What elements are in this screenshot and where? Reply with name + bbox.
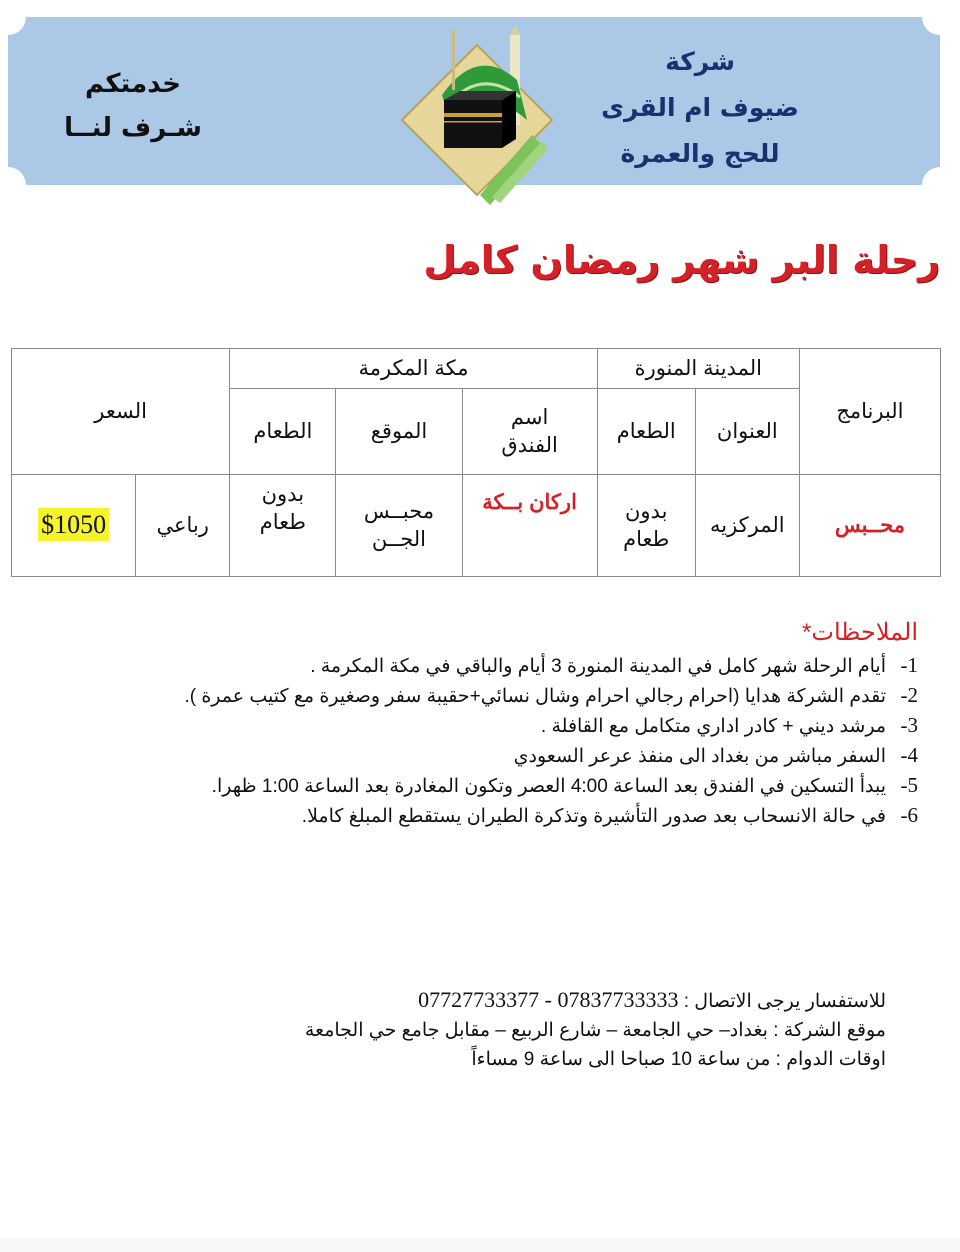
kaaba-logo-icon — [392, 25, 562, 205]
page-title: رحلة البر شهر رمضان كامل — [423, 238, 940, 282]
cell-price — [12, 475, 136, 577]
header-banner — [8, 17, 940, 185]
header-program: البرنامج — [799, 349, 940, 475]
note-item: 4-السفر مباشر من بغداد الى منفذ عرعر السعودي — [513, 743, 918, 767]
cell-makkah-hotel: اركان بــكة — [462, 475, 597, 577]
program-table — [11, 348, 941, 577]
cell-makkah-location: محبــس الجــن — [336, 475, 462, 577]
inquiry-line — [186, 985, 886, 1016]
notes-list — [118, 651, 918, 831]
banner-notch — [0, 167, 26, 203]
header-makkah-location: الموقع — [336, 389, 462, 475]
header-madinah-address: العنوان — [695, 389, 799, 475]
price-highlight: $1050 — [38, 508, 109, 541]
slogan-line: شـرف لنــا — [64, 113, 202, 143]
note-item: 5-يبدأ التسكين في الفندق بعد الساعة 4:00 العصر وتكون المغادرة بعد الساعة 1:00 ظهرا. — [211, 773, 918, 797]
cell-program: محــبس — [799, 475, 940, 577]
notes-title: الملاحظات* — [802, 619, 918, 646]
banner-notch — [922, 0, 958, 35]
company-line: شركة — [665, 47, 735, 76]
note-item: 3-مرشد ديني + كادر اداري متكامل مع القافلة . — [540, 713, 918, 737]
notes-section — [118, 618, 918, 831]
company-name — [580, 39, 820, 177]
note-item: 2-تقدم الشركة هدايا (احرام رجالي احرام وشال نسائي+حقيبة سفر وصغيرة مع كتيب عمرة ). — [184, 683, 918, 707]
header-madinah: المدينة المنورة — [597, 349, 799, 389]
cell-madinah-food: بدون طعام — [597, 475, 695, 577]
note-item: 6-في حالة الانسحاب بعد صدور التأشيرة وتذكرة الطيران يستقطع المبلغ كاملا. — [301, 803, 918, 827]
company-line: ضيوف ام القرى — [601, 93, 799, 122]
header-makkah-food: الطعام — [230, 389, 336, 475]
phone-numbers: 07837733333 - 07727733377 — [418, 987, 679, 1012]
cell-madinah-address: المركزيه — [695, 475, 799, 577]
company-location: موقع الشركة : بغداد– حي الجامعة – شارع الربيع – مقابل جامع حي الجامعة — [304, 1020, 886, 1041]
inquiry-label: للاستفسار يرجى الاتصال : — [683, 991, 886, 1012]
header-price: السعر — [12, 349, 230, 475]
slogan — [48, 62, 218, 150]
table-row — [12, 475, 941, 577]
contact-info — [186, 985, 886, 1074]
company-line: للحج والعمرة — [620, 139, 780, 168]
header-makkah: مكة المكرمة — [230, 349, 597, 389]
banner-notch — [922, 167, 958, 203]
slogan-line: خدمتكم — [85, 69, 181, 99]
banner-notch — [0, 0, 26, 35]
header-makkah-hotel: اسم الفندق — [462, 389, 597, 475]
header-madinah-food: الطعام — [597, 389, 695, 475]
note-item: 1-أيام الرحلة شهر كامل في المدينة المنورة 3 أيام والباقي في مكة المكرمة . — [310, 653, 918, 677]
cell-makkah-food: بدون طعام — [230, 475, 336, 577]
cell-room-type: رباعي — [136, 475, 230, 577]
bottom-strip — [0, 1238, 960, 1252]
working-hours: اوقات الدوام : من ساعة 10 صباحا الى ساعة 9 مساءاً — [471, 1049, 886, 1070]
